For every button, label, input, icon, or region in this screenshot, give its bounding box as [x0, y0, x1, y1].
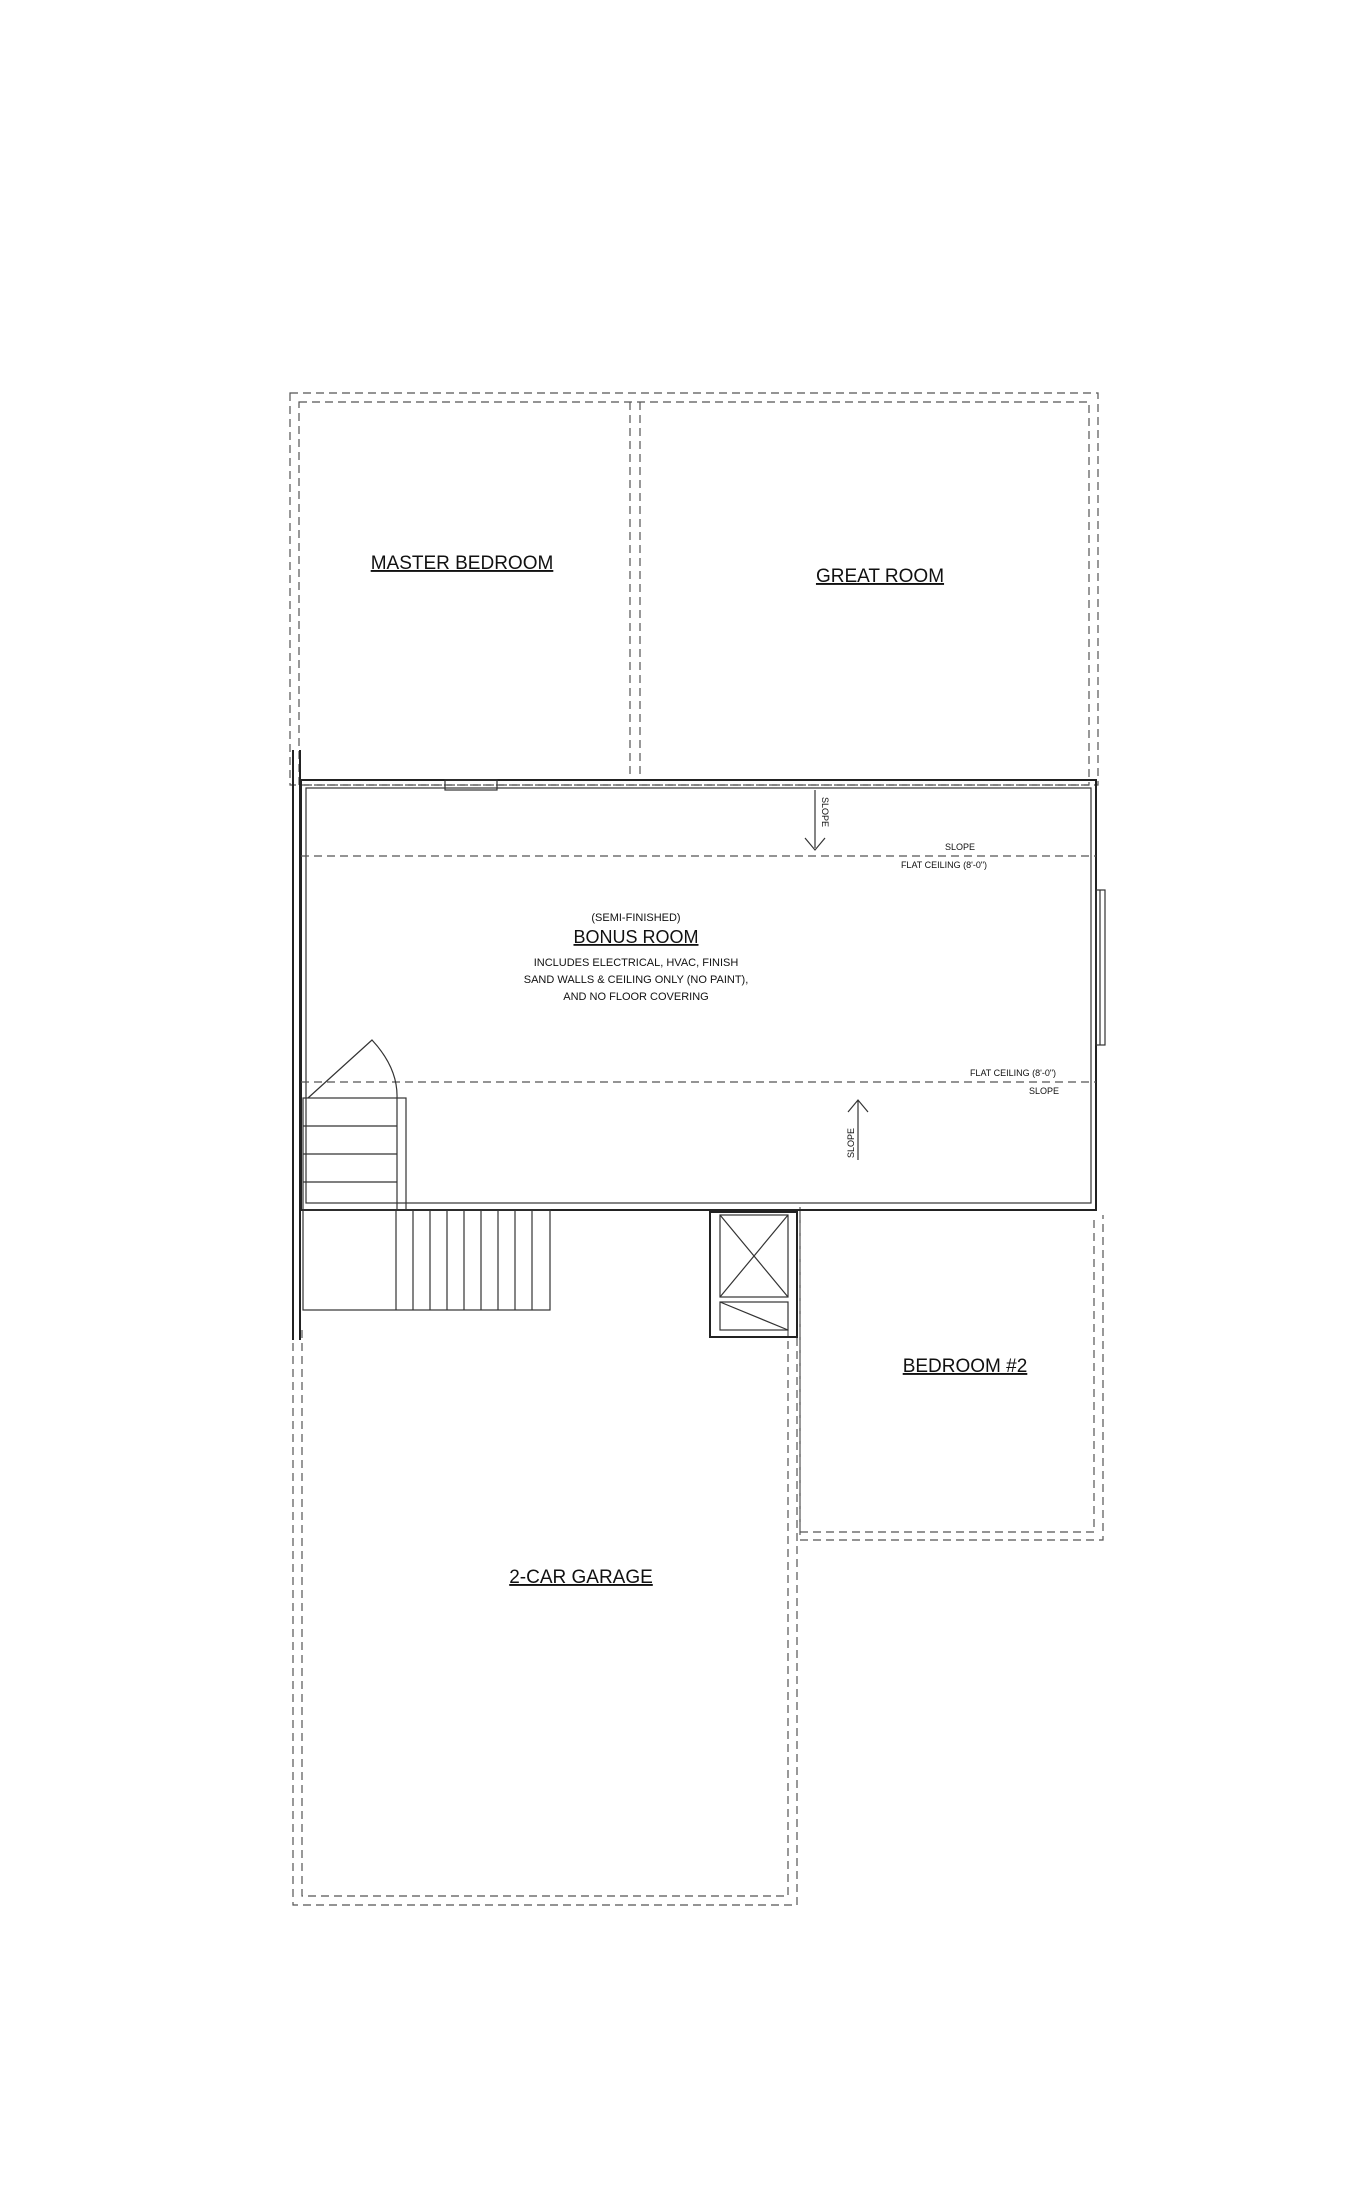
bonus-room-walls	[293, 750, 1105, 1340]
slope-label-top-right: SLOPE	[944, 842, 976, 852]
bonus-note-line-2: SAND WALLS & CEILING ONLY (NO PAINT),	[523, 974, 749, 986]
bonus-semi-finished-label: (SEMI-FINISHED)	[591, 912, 681, 924]
bonus-note-line-1: INCLUDES ELECTRICAL, HVAC, FINISH	[533, 957, 739, 969]
room-label-bedroom-2: BEDROOM #2	[902, 1356, 1028, 1377]
room-label-garage: 2-CAR GARAGE	[509, 1567, 653, 1588]
room-label-bonus-room: BONUS ROOM	[573, 927, 699, 947]
chase-box	[710, 1212, 797, 1337]
slope-label-bottom-right: SLOPE	[1028, 1086, 1060, 1096]
slope-label-top-arrow: SLOPE	[820, 797, 830, 828]
flat-ceiling-label-bottom: FLAT CEILING (8'-0")	[969, 1068, 1057, 1078]
room-label-master-bedroom: MASTER BEDROOM	[370, 553, 554, 574]
bonus-note-line-3: AND NO FLOOR COVERING	[563, 991, 709, 1003]
stairs	[303, 1040, 550, 1310]
upper-outline	[290, 393, 1098, 785]
slope-label-bottom-arrow: SLOPE	[846, 1127, 856, 1158]
room-label-great-room: GREAT ROOM	[815, 566, 945, 587]
flat-ceiling-label-top: FLAT CEILING (8'-0")	[900, 860, 988, 870]
garage-outline	[293, 1330, 797, 1905]
